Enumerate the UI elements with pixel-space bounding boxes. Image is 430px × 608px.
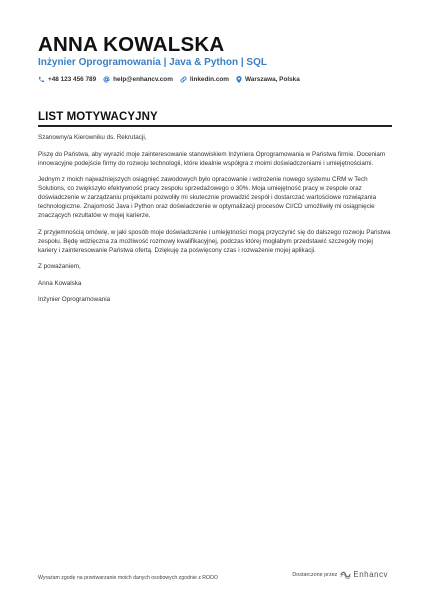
contact-location [236, 76, 300, 83]
signature-name: Anna Kowalska [38, 279, 82, 287]
signature-title: Inżynier Oprogramowania [38, 296, 111, 303]
phone-text: +48 123 456 789 [48, 76, 97, 83]
contact-email[interactable] [103, 76, 173, 83]
contact-row [38, 76, 307, 83]
powered-by[interactable] [292, 570, 388, 579]
letter-salutation: Szanowny/a Kierowniku ds. Rekrutacji, [38, 134, 147, 141]
location-text: Warszawa, Polska [244, 76, 300, 83]
linkedin-link[interactable]: linkedin.com [189, 76, 229, 83]
gdpr-consent-note: Wyrażam zgodę na przetwarzanie moich danych osobowych zgodnie z RODO [38, 575, 218, 581]
location-pin-icon [236, 76, 242, 83]
letter-paragraph: Jednym z moich najważniejszych osiągnięć zawodowych było opracowanie i wdrożenie nowego systemu CRM w Tech Solutions, co zwiększyło efektywność pracy zespołu sprzedażowego o 30%. Moja umiejętność pracy w zespole oraz doświadczenie w zarządzaniu projektami pozwoliły mi skutecznie prowadzić zespół i dostarczać wartościowe rozwiązania technologiczne. Znajomość Java i Python oraz doświadczenie w optymalizacji procesów CI/CD umożliwiły mi osiągnięcie znaczących rezultatów w mojej karierze. [38, 176, 377, 219]
link-icon [180, 76, 187, 83]
letter-body [38, 133, 393, 312]
email-link[interactable]: help@enhancv.com [113, 76, 173, 83]
candidate-name: ANNA KOWALSKA [38, 33, 225, 56]
enhancv-logo-icon [340, 570, 351, 579]
section-divider [38, 125, 392, 127]
section-title: LIST MOTYWACYJNY [38, 111, 158, 123]
brand-name: Enhancv [353, 570, 388, 579]
candidate-headline: Inżynier Oprogramowania | Java & Python | SQL [38, 57, 267, 68]
letter-paragraph: Piszę do Państwa, aby wyrazić moje zainteresowanie stanowiskiem Inżyniera Oprogramowania w Państwa firmie. Doceniam innowacyjne podejście firmy do rozwoju technologii, które idealnie współgra z moimi doświadczeniami i umiejętnościami. [38, 150, 386, 167]
at-icon [103, 76, 110, 83]
contact-phone [38, 76, 96, 83]
letter-closing: Z poważaniem, [38, 263, 81, 270]
phone-icon [38, 76, 45, 83]
delivered-by-label: Dostarczone przez [292, 571, 338, 578]
letter-paragraph: Z przyjemnością omówię, w jaki sposób moje doświadczenie i umiejętności mogą przyczynić się do dalszego rozwoju Państwa zespołu. Będę wdzięczna za możliwość rozmowy kwalifikacyjnej, podczas której mogłabym przedstawić szczegóły mojej kariery i zainteresowanie Państwa ofertą. Dziękuję za poświęcony czas i rozważenie mojej aplikacji. [38, 228, 391, 254]
contact-linkedin[interactable] [180, 76, 229, 83]
